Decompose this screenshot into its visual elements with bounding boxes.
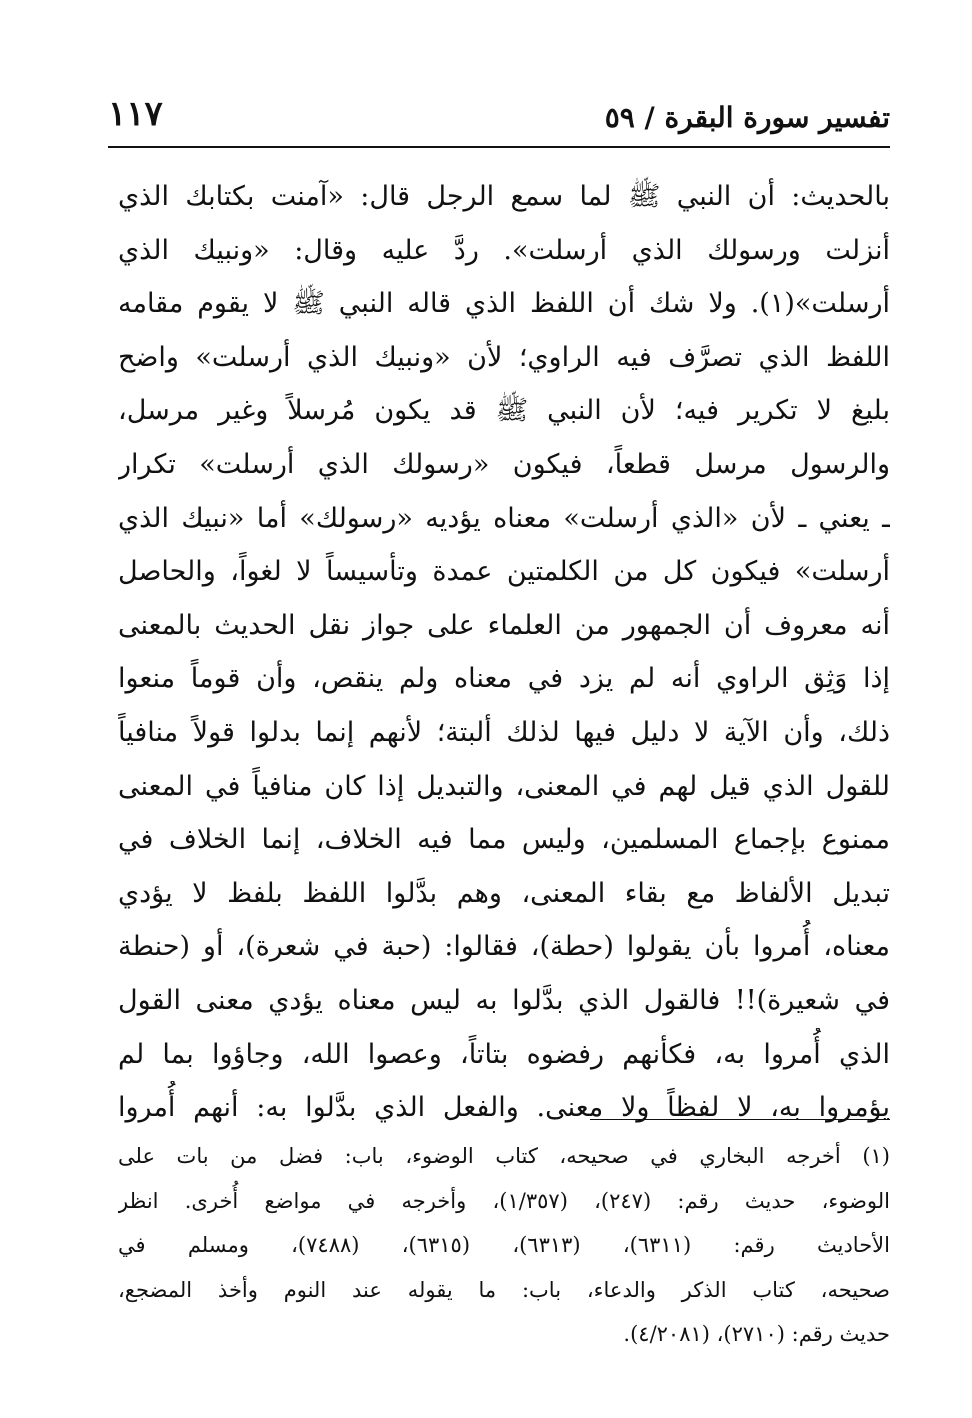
text-line: أنه معروف أن الجمهور من العلماء على جواز نقل الحديث بالمعنى [118,609,890,641]
text-line: معناه، أُمروا بأن يقولوا (حطة)، فقالوا: (حبة في شعرة)، أو (حنطة [118,931,890,963]
text-line: في شعيرة)!! فالقول الذي بدَّلوا به ليس معناه يؤدي معنى القول [118,984,890,1016]
text-line: ـ يعني ـ لأن «الذي أرسلت» معناه يؤديه «رسولك» أما «نبيك الذي [118,502,890,534]
footnote-line: الوضوء، حديث رقم: (٢٤٧)، (١/٣٥٧)، وأخرجه في مواضع أُخرى. انظر [118,1188,890,1213]
text-line: والرسول مرسل قطعاً، فيكون «رسولك الذي أرسلت» تكرار [118,448,890,480]
running-title: تفسير سورة البقرة / ٥٩ [604,101,890,134]
text-line: ذلك، وأن الآية لا دليل فيها لذلك ألبتة؛ لأنهم إنما بدلوا قولاً منافياً [118,716,890,748]
text-line: للقول الذي قيل لهم في المعنى، والتبديل إذا كان منافياً في المعنى [118,770,890,802]
footnotes [118,1134,890,1357]
text-line: الذي أُمروا به، فكأنهم رفضوه بتاتاً، وعصوا الله، وجاؤوا بما لم [118,1038,890,1070]
text-line: إذا وَثِق الراوي أنه لم يزد في معناه ولم ينقص، وأن قوماً منعوا [118,663,890,695]
text-line: بليغ لا تكرير فيه؛ لأن النبي ﷺ قد يكون مُرسلاً وغير مرسل، [118,395,890,427]
text-line: تبديل الألفاظ مع بقاء المعنى، وهم بدَّلوا اللفظ بلفظ لا يؤدي [118,877,890,909]
page-number: ١١٧ [108,94,163,134]
text-line: أرسلت» فيكون كل من الكلمتين عمدة وتأسيساً لا لغواً، والحاصل [118,556,890,588]
text-line: أرسلت»(١). ولا شك أن اللفظ الذي قاله النبي ﷺ لا يقوم مقامه [118,288,890,320]
footnote-line: (١) أخرجه البخاري في صحيحه، كتاب الوضوء، باب: فضل من بات على [118,1144,890,1168]
footnote-line: صحيحه، كتاب الذكر والدعاء، باب: ما يقوله عند النوم وأخذ المضجع، [118,1277,890,1302]
footnote-line: الأحاديث رقم: (٦٣١١)، (٦٣١٣)، (٦٣١٥)، (٧٤٨٨)، ومسلم في [118,1233,890,1257]
text-line: اللفظ الذي تصرَّف فيه الراوي؛ لأن «ونبيك الذي أرسلت» واضح [118,341,890,373]
text-line: أنزلت ورسولك الذي أرسلت». ردَّ عليه وقال: «ونبيك الذي [118,234,890,266]
text-line: بالحديث: أن النبي ﷺ لما سمع الرجل قال: «آمنت بكتابك الذي [118,181,890,212]
text-line: يؤمروا به، لا لفظاً ولا معنى. والفعل الذي بدَّلوا به: أنهم أُمروا [118,1092,890,1124]
header-divider [108,146,890,148]
text-line: ممنوع بإجماع المسلمين، وليس مما فيه الخلاف، إنما الخلاف في [118,824,890,856]
page-header [108,82,890,140]
footnote-divider [590,1119,890,1120]
main-text [118,170,890,1135]
footnote-line: حديث رقم: (٢٧١٠)، (٤/٢٠٨١). [623,1322,890,1346]
